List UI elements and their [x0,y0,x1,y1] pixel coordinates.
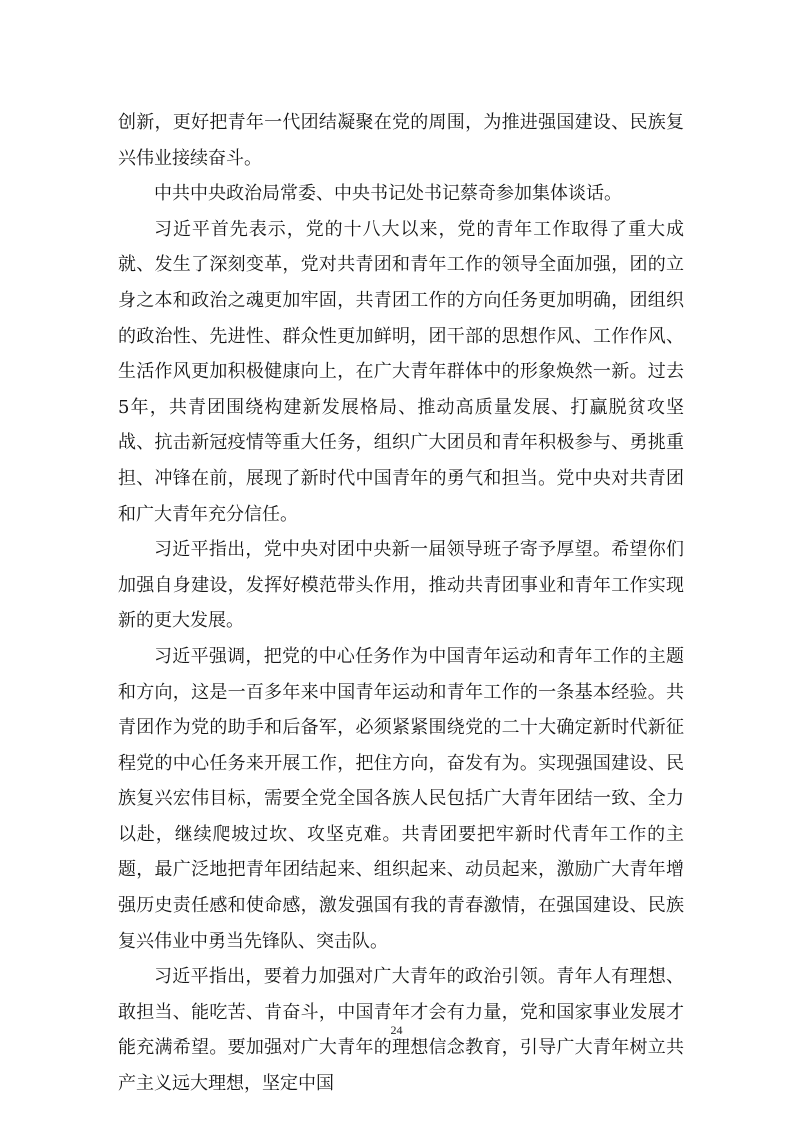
body-text [118,105,684,1102]
paragraph: 中共中央政治局常委、中央书记处书记蔡奇参加集体谈话。 [154,183,622,205]
page-number: 24 [390,1023,403,1037]
paragraph: 习近平指出，党中央对团中央新一届领导班子寄予厚望。希望你们加强自身建设，发挥好模范带头作用，推动共青团事业和青年工作实现新的更大发展。 [118,539,684,632]
paragraph: 习近平首先表示，党的十八大以来，党的青年工作取得了重大成就、发生了深刻变革，党对共青团和青年工作的领导全面加强，团的立身之本和政治之魂更加牢固，共青团工作的方向任务更加明确，团组织的政治性、先进性、群众性更加鲜明，团干部的思想作风、工作作风、生活作风更加积极健康向上，在广大青年群体中的形象焕然一新。过去5年，共青团围绕构建新发展格局、推动高质量发展、打赢脱贫攻坚战、抗击新冠疫情等重大任务，组织广大团员和青年积极参与、勇挑重担、冲锋在前，展现了新时代中国青年的勇气和担当。党中央对共青团和广大青年充分信任。 [118,218,684,525]
paragraph: 习近平指出，要着力加强对广大青年的政治引领。青年人有理想、敢担当、能吃苦、肯奋斗，中国青年才会有力量，党和国家事业发展才能充满希望。要加强对广大青年的理想信念教育，引导广大青年树立共产主义远大理想，坚定中国 [118,966,684,1095]
paragraph: 创新，更好把青年一代团结凝聚在党的周围，为推进强国建设、民族复兴伟业接续奋斗。 [118,112,684,169]
paragraph: 习近平强调，把党的中心任务作为中国青年运动和青年工作的主题和方向，这是一百多年来中国青年运动和青年工作的一条基本经验。共青团作为党的助手和后备军，必须紧紧围绕党的二十大确定新时代新征程党的中心任务来开展工作，把住方向，奋发有为。实现强国建设、民族复兴宏伟目标，需要全党全国各族人民包括广大青年团结一致、全力以赴，继续爬坡过坎、攻坚克难。共青团要把牢新时代青年工作的主题，最广泛地把青年团结起来、组织起来、动员起来，激励广大青年增强历史责任感和使命感，激发强国有我的青春激情，在强国建设、民族复兴伟业中勇当先锋队、突击队。 [118,645,684,952]
